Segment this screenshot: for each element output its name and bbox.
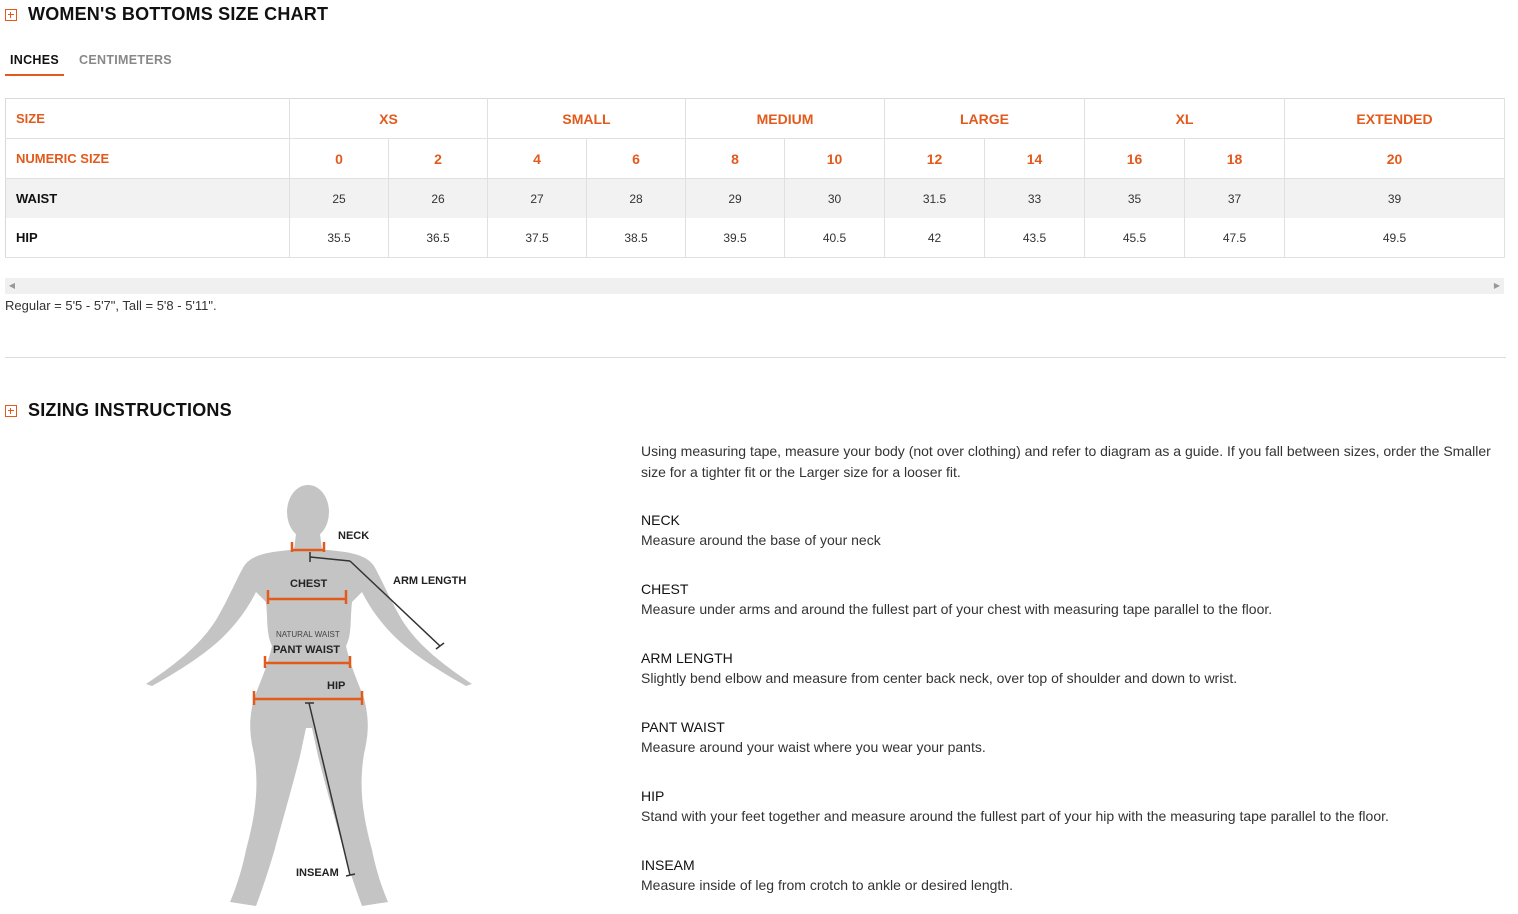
hip-cell: 47.5: [1185, 218, 1285, 258]
scroll-right-arrow-icon[interactable]: ▶: [1493, 281, 1501, 290]
hip-cell: 35.5: [290, 218, 389, 258]
waist-cell: 30: [785, 179, 885, 219]
size-row: [6, 99, 1505, 139]
waist-cell: 39: [1285, 179, 1505, 219]
numeric-size-label: NUMERIC SIZE: [6, 139, 290, 179]
instruction-item-chest: [641, 579, 1501, 620]
body-measurement-diagram: [130, 470, 490, 910]
instruction-desc: Measure around your waist where you wear your pants.: [641, 739, 986, 755]
numeric-size-row: [6, 139, 1505, 179]
body-silhouette: [146, 485, 472, 906]
hip-label: HIP: [6, 218, 290, 258]
instructions-intro: Using measuring tape, measure your body (not over clothing) and refer to diagram as a guide. If you fall between sizes, order the Smaller size for a tighter fit or the Larger size for a looser fit.: [641, 443, 1491, 480]
size-cell: MEDIUM: [686, 99, 885, 139]
instruction-title: CHEST: [641, 581, 689, 597]
size-chart-header[interactable]: [5, 4, 328, 25]
size-cell: EXTENDED: [1285, 99, 1505, 139]
arm-length-label: ARM LENGTH: [393, 575, 467, 587]
hip-row: [6, 218, 1505, 258]
hip-cell: 39.5: [686, 218, 785, 258]
instruction-desc: Slightly bend elbow and measure from center back neck, over top of shoulder and down to wrist.: [641, 670, 1238, 686]
instruction-item-pant-waist: [641, 717, 1501, 758]
size-cell: SMALL: [488, 99, 686, 139]
instruction-desc: Stand with your feet together and measure around the fullest part of your hip with the measuring tape parallel to the floor.: [641, 808, 1389, 824]
sizing-instructions-header[interactable]: [5, 400, 232, 421]
neck-label: NECK: [338, 530, 370, 542]
instruction-item-neck: [641, 510, 1501, 551]
expand-icon[interactable]: [5, 405, 17, 417]
hip-cell: 36.5: [389, 218, 488, 258]
waist-cell: 29: [686, 179, 785, 219]
tab-centimeters[interactable]: CENTIMETERS: [79, 53, 172, 67]
size-cell: LARGE: [885, 99, 1085, 139]
waist-row: [6, 179, 1505, 219]
numeric-cell: 6: [587, 139, 686, 179]
waist-cell: 37: [1185, 179, 1285, 219]
numeric-cell: 0: [290, 139, 389, 179]
numeric-cell: 10: [785, 139, 885, 179]
numeric-cell: 4: [488, 139, 587, 179]
size-chart-title: WOMEN'S BOTTOMS SIZE CHART: [28, 4, 329, 24]
waist-cell: 25: [290, 179, 389, 219]
waist-cell: 27: [488, 179, 587, 219]
scroll-left-arrow-icon[interactable]: ◀: [8, 281, 16, 290]
numeric-cell: 12: [885, 139, 985, 179]
waist-cell: 28: [587, 179, 686, 219]
instruction-desc: Measure inside of leg from crotch to ankle or desired length.: [641, 877, 1013, 893]
hip-cell: 40.5: [785, 218, 885, 258]
chest-label: CHEST: [290, 578, 328, 590]
pant-waist-label: PANT WAIST: [273, 644, 341, 656]
instruction-item-arm-length: [641, 648, 1501, 689]
size-label: SIZE: [6, 99, 290, 139]
section-divider: [5, 357, 1506, 358]
unit-tabs: [5, 50, 187, 76]
size-cell: XS: [290, 99, 488, 139]
numeric-cell: 20: [1285, 139, 1505, 179]
instruction-title: NECK: [641, 512, 680, 528]
hip-cell: 38.5: [587, 218, 686, 258]
hip-cell: 45.5: [1085, 218, 1185, 258]
numeric-cell: 2: [389, 139, 488, 179]
hip-cell: 42: [885, 218, 985, 258]
numeric-cell: 8: [686, 139, 785, 179]
waist-cell: 26: [389, 179, 488, 219]
natural-waist-label: NATURAL WAIST: [276, 630, 340, 639]
size-cell: XL: [1085, 99, 1285, 139]
instruction-title: INSEAM: [641, 857, 695, 873]
inseam-label: INSEAM: [296, 867, 339, 879]
waist-cell: 35: [1085, 179, 1185, 219]
waist-cell: 31.5: [885, 179, 985, 219]
hip-cell: 43.5: [985, 218, 1085, 258]
instruction-title: HIP: [641, 788, 665, 804]
instruction-title: PANT WAIST: [641, 719, 725, 735]
hip-cell: 49.5: [1285, 218, 1505, 258]
instruction-title: ARM LENGTH: [641, 650, 733, 666]
expand-icon[interactable]: [5, 9, 17, 21]
size-table: [5, 98, 1505, 258]
height-note: Regular = 5'5 - 5'7", Tall = 5'8 - 5'11".: [5, 298, 217, 313]
tab-inches[interactable]: INCHES: [5, 50, 64, 76]
instruction-desc: Measure under arms and around the fullest part of your chest with measuring tape parallel to the floor.: [641, 601, 1273, 617]
hip-figure-label: HIP: [327, 680, 346, 692]
instruction-item-hip: [641, 786, 1501, 827]
waist-cell: 33: [985, 179, 1085, 219]
instruction-desc: Measure around the base of your neck: [641, 532, 881, 548]
sizing-instructions-title: SIZING INSTRUCTIONS: [28, 400, 232, 420]
table-scrollbar[interactable]: [5, 278, 1504, 294]
numeric-cell: 18: [1185, 139, 1285, 179]
waist-label: WAIST: [6, 179, 290, 219]
hip-cell: 37.5: [488, 218, 587, 258]
instruction-item-inseam: [641, 855, 1501, 896]
numeric-cell: 14: [985, 139, 1085, 179]
numeric-cell: 16: [1085, 139, 1185, 179]
